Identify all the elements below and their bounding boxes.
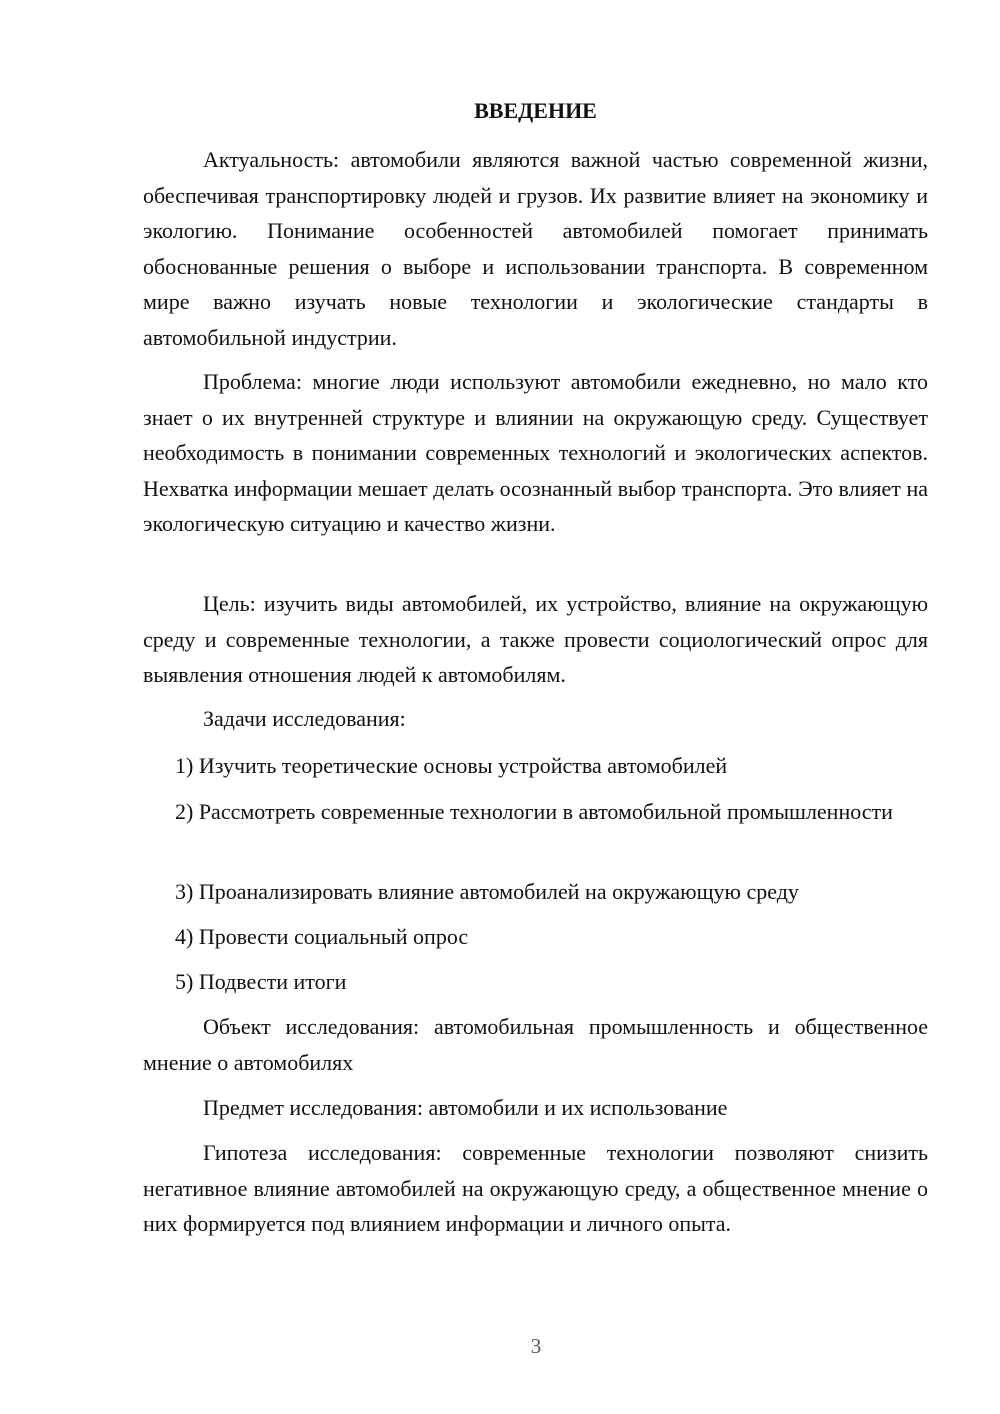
problem-paragraph: Проблема: многие люди используют автомобили ежедневно, но мало кто знает о их внутренней структуре и влиянии на окружающую среду. Существует необходимость в понимании современных технологий и экологических аспектов. Нехватка информации мешает делать осознанный выбор транспорта. Это влияет на экологическую ситуацию и качество жизни. bbox=[143, 369, 928, 536]
page-title: ВВЕДЕНИЕ bbox=[474, 98, 597, 123]
goal-paragraph: Цель: изучить виды автомобилей, их устройство, влияние на окружающую среду и современные технологии, а также провести социологический опрос для выявления отношения людей к автомобилям. bbox=[143, 591, 928, 687]
tasks-heading: Задачи исследования: bbox=[203, 706, 406, 731]
subject-paragraph: Предмет исследования: автомобили и их использование bbox=[203, 1095, 728, 1120]
task-item-5: 5) Подвести итоги bbox=[175, 969, 347, 994]
hypothesis-paragraph: Гипотеза исследования: современные технологии позволяют снизить негативное влияние автомобилей на окружающую среду, а общественное мнение о них формируется под влиянием информации и личного опыта. bbox=[143, 1140, 928, 1236]
page-number: 3 bbox=[530, 1334, 542, 1358]
object-paragraph: Объект исследования: автомобильная промышленность и общественное мнение о автомобилях bbox=[143, 1014, 928, 1075]
task-item-3: 3) Проанализировать влияние автомобилей на окружающую среду bbox=[175, 879, 799, 904]
task-item-2: 2) Рассмотреть современные технологии в автомобильной промышленности bbox=[175, 799, 893, 824]
task-item-4: 4) Провести социальный опрос bbox=[175, 924, 469, 949]
task-item-1: 1) Изучить теоретические основы устройства автомобилей bbox=[175, 753, 728, 778]
relevance-paragraph: Актуальность: автомобили являются важной частью современной жизни, обеспечивая транспортировку людей и грузов. Их развитие влияет на экономику и экологию. Понимание особенностей автомобилей помогает принимать обоснованные решения о выборе и использовании транспорта. В современном мире важно изучать новые технологии и экологические стандарты в автомобильной индустрии. bbox=[143, 147, 928, 350]
